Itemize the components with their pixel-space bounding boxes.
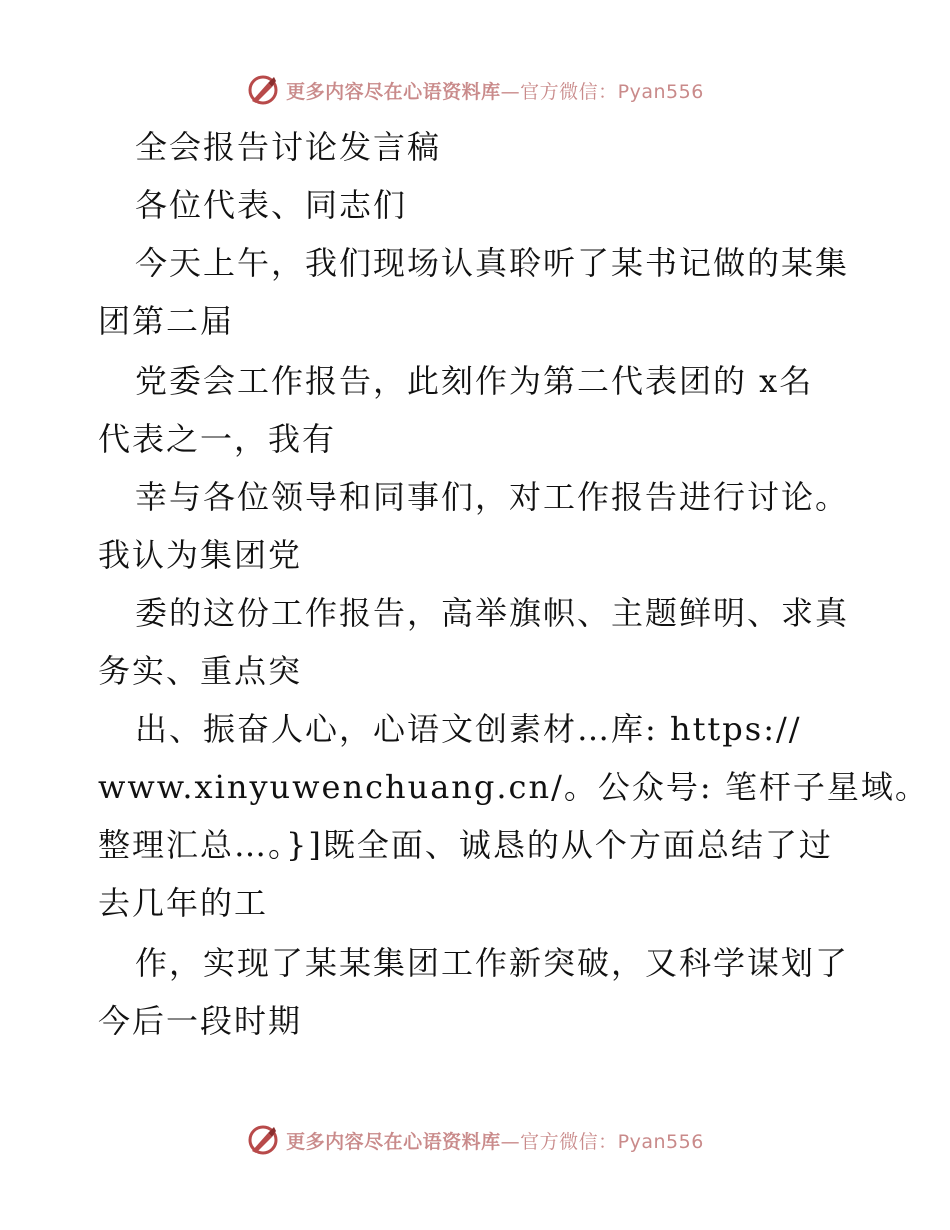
salutation: 各位代表、同志们: [135, 186, 408, 224]
paragraph-line: 今天上午，我们现场认真聆听了某书记做的某集: [135, 244, 850, 282]
header-brand: 更多内容尽在心语资料库: [286, 80, 501, 103]
paragraph-line: 幸与各位领导和同事们，对工作报告进行讨论。: [135, 478, 850, 516]
footer-dash: —: [500, 1130, 521, 1153]
paragraph-line: 务实、重点突: [98, 652, 303, 690]
paragraph-line: 今后一段时期: [98, 1002, 303, 1040]
paragraph-line: 团第二届: [98, 302, 235, 340]
pen-logo-icon: [246, 73, 280, 107]
paragraph-line: www.xinyuwenchuang.cn/。公众号: 笔杆子星域。: [98, 768, 929, 806]
footer-wechat: 官方微信：Pyan556: [520, 1130, 704, 1153]
footer-brand: 更多内容尽在心语资料库: [286, 1130, 501, 1153]
paragraph-line: 作，实现了某某集团工作新突破，又科学谋划了: [135, 944, 850, 982]
header-wechat: 官方微信：Pyan556: [520, 80, 704, 103]
paragraph-line: 我认为集团党: [98, 536, 303, 574]
footer-banner-text: [286, 1127, 704, 1154]
paragraph-line: 代表之一，我有: [98, 420, 337, 458]
header-banner: [0, 70, 950, 110]
paragraph-line: 去几年的工: [98, 884, 269, 922]
paragraph-line: 出、振奋人心，心语文创素材…库: https://: [135, 710, 802, 748]
document-title: 全会报告讨论发言稿: [135, 128, 442, 166]
header-banner-text: [286, 77, 704, 104]
paragraph-line: 委的这份工作报告，高举旗帜、主题鲜明、求真: [135, 594, 850, 632]
paragraph-line: 整理汇总…。}]既全面、诚恳的从个方面总结了过: [98, 826, 833, 864]
pen-logo-icon: [246, 1123, 280, 1157]
footer-banner: [0, 1120, 950, 1160]
paragraph-line: 党委会工作报告，此刻作为第二代表团的 x名: [135, 362, 814, 400]
header-dash: —: [500, 80, 521, 103]
